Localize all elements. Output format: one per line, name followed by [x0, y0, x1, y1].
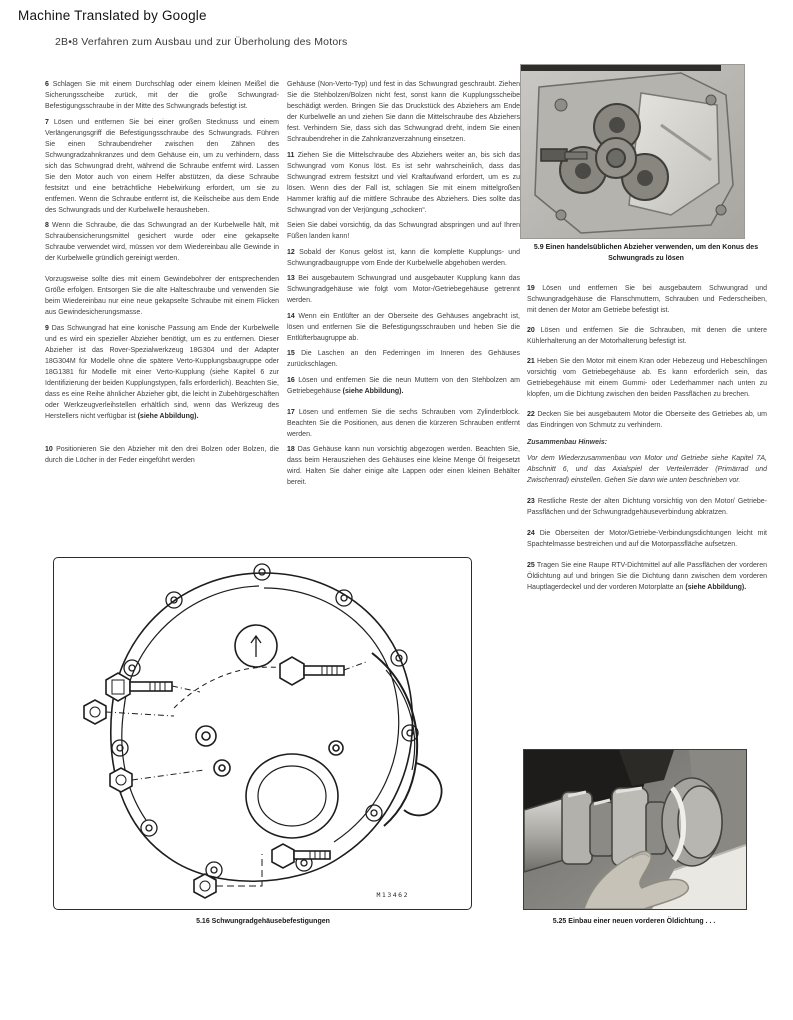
paragraph: Zusammenbau Hinweis:	[527, 439, 608, 446]
paragraph: 21 Heben Sie den Motor mit einem Kran oder Hebezeug und Hebeschlingen vorsichtig vom Getriebegehäuse ab. Es kann erforderlich sein, das Getriebegehäuse mit einem Gummi- oder Lederhammer nach unten zu klopfen, um die Dichtung zwischen den beiden Passflächen zu brechen.	[527, 358, 767, 398]
paragraph: 24 Die Oberseiten der Motor/Getriebe-Verbindungsdichtungen leicht mit Spachtelmasse bestreichen und auf die Motorpassfläche aufsetzen.	[527, 529, 767, 548]
paragraph: 13 Bei ausgebautem Schwungrad und ausgebauter Kupplung kann das Schwungradgehäuse wie folgt vom Motor-/Getriebegehäuse getrennt werden.	[287, 275, 521, 304]
paragraph: Vor dem Wiederzusammenbau von Motor und Getriebe siehe Kapitel 7A, Abschnitt 6, und das Axialspiel der Verteilerräder (Primärrad und Zwischenrad) einstellen. Gehen Sie dann wie unten beschrieben vor.	[527, 454, 767, 484]
paragraph: 15 Die Laschen an den Federringen im Inneren des Gehäuses zurückschlagen.	[287, 350, 521, 368]
paragraph: 23 Restliche Reste der alten Dichtung vorsichtig von den Motor/ Getriebe-Passflächen und der Schwungradgehäuseverbindung abkratzen.	[527, 497, 767, 516]
paragraph: 8 Wenn die Schraube, die das Schwungrad an der Kurbelwelle hält, mit Schraubensicherungsmittel gesichert wurde oder eine gekapselte Schraube verwendet wird, müssen vor dem Wiedereinbau alle Gewinde in der Kurbelwelle gründlich gereinigt werden.	[45, 222, 279, 262]
paragraph: 10 Positionieren Sie den Abzieher mit den drei Bolzen oder Bolzen, die durch die Löcher in der Feder eingeführt werden	[45, 445, 279, 464]
page-title: 2B•8 Verfahren zum Ausbau und zur Überholung des Motors	[55, 36, 348, 48]
paragraph: 25 Tragen Sie eine Raupe RTV-Dichtmittel auf alle Passflächen der vorderen Öldichtung auf und bringen Sie die Dichtung dann zwischen dem vorderen Hauptlagerdeckel und der vorderen Motorplatte an (siehe Abbildung).	[527, 561, 767, 591]
paragraph: Vorzugsweise sollte dies mit einem Gewindebohrer der entsprechenden Größe erfolgen. Entsorgen Sie die alte Halteschraube und verwenden Sie beim Wiedereinbau nur eine neue gekapselte Schraube mit einem Flicken aus Gewindesicherungsmasse.	[45, 276, 279, 316]
figure-flywheel-housing-drawing	[53, 557, 472, 910]
paragraph: 22 Decken Sie bei ausgebautem Motor die Oberseite des Getriebes ab, um das Eindringen von Schmutz zu verhindern.	[527, 411, 767, 429]
text-column-3	[527, 283, 767, 597]
paragraph: 14 Wenn ein Entlüfter an der Oberseite des Gehäuses angebracht ist, lösen und entfernen Sie die Befestigungsschrauben und heben Sie die Entlüfterbaugruppe ab.	[287, 312, 521, 342]
photo-oil-seal-install	[523, 749, 747, 910]
text-column-1	[45, 79, 279, 470]
paragraph: 20 Lösen und entfernen Sie die Schrauben, mit denen die untere Kühlerhalterung an der Motorhalterung befestigt ist.	[527, 327, 767, 345]
caption-5-9: 5.9 Einen handelsüblichen Abzieher verwenden, um den Konus des Schwungrads zu lösen	[533, 244, 759, 262]
caption-5-16: 5.16 Schwungradgehäusebefestigungen	[196, 918, 330, 925]
paragraph: Gehäuse (Non-Verto-Typ) und fest in das Schwungrad geschraubt. Ziehen Sie die Stehbolzen/Bolzen nicht fest, sonst kann die Kupplungsscheibe beschädigt werden. Bringen Sie das Druckstück des Abziehers am Ende der Kurbelwelle an und ziehen Sie dann die Mittelschraube des Abziehers fest. Verhindern Sie, dass sich das Schwungrad dreht, indem Sie einen Schraubendreher in die Zahnkranzverzahnung einsetzen.	[287, 81, 520, 143]
text-column-2	[287, 79, 520, 493]
caption-5-25: 5.25 Einbau einer neuen vorderen Öldichtung . . .	[552, 918, 716, 925]
paragraph: 6 Schlagen Sie mit einem Durchschlag oder einem kleinen Meißel die Sicherungsscheibe zurück, mit der die große Schwungrad-Befestigungsschraube in der Mitte des Schwungrads befestigt ist.	[45, 81, 279, 110]
paragraph: 18 Das Gehäuse kann nun vorsichtig abgezogen werden. Beachten Sie, dass beim Herausziehen des Gehäuses eine kleine Menge Öl freigesetzt wird. Halten Sie daher einige alte Lappen oder einen kleinen Behälter bereit.	[287, 446, 521, 486]
paragraph: 9 Das Schwungrad hat eine konische Passung am Ende der Kurbelwelle und es wird ein spezieller Abzieher benötigt, um es zu entfernen. Dieser Abzieher ist das Rover-Spezialwerkzeug 18G304 und der Adapter 18G304M für Modelle ohne die spätere Verto-Kupplungsbaugruppe oder 18G1381 für Modelle mit einer Verto-Kupplung (siehe Kapitel 6 zur Identifizierung der beiden Kupplungstypen, falls erforderlich). Beachten Sie, dass es eine Reihe ähnlicher Abzieher gibt, die leicht in Zubehörgeschäften oder Werkzeugverleihstellen erhältlich sind, wenn das Werkzeug des Herstellers nicht verfügbar ist (siehe Abbildung).	[45, 324, 279, 420]
photo-flywheel-puller	[520, 64, 745, 239]
paragraph: 17 Lösen und entfernen Sie die sechs Schrauben vom Zylinderblock. Beachten Sie die Positionen, aus denen die kürzeren Schrauben entfernt werden.	[287, 408, 520, 438]
paragraph: 16 Lösen und entfernen Sie die neun Muttern von den Stehbolzen am Getriebegehäuse (siehe Abbildung).	[287, 376, 520, 395]
paragraph: 7 Lösen und entfernen Sie bei einer großen Stecknuss und einem Verlängerungsgriff die Befestigungsschraube des Schwungrads. Führen Sie einen Schraubendreher zwischen den Zähnen des Schwungradzahnkranzes und dem Gehäuse ein, um zu verhindern, dass sich das Schwungrad dreht, während die Schraube entfernt wird. Lassen Sie den Motor auch von einem Helfer abstützen, da diese Schraube festsitzt und eine beträchtliche Hebelwirkung erfordert, um sie zu entfernen. Wenn die Schraube entfernt ist, die Keilscheibe aus dem Ende des Schwungrads und der Kurbelwelle herausheben.	[45, 118, 280, 214]
flywheel-housing-line-art	[54, 558, 471, 908]
oil-seal-photo-art	[524, 750, 746, 909]
paragraph: 11 Ziehen Sie die Mittelschraube des Abziehers weiter an, bis sich das Schwungrad vom Konus löst. Es ist sehr wahrscheinlich, dass das Schwungrad extrem festsitzt und viel Kraftaufwand erfordert, um es zu lösen. Wenn dies der Fall ist, schlagen Sie mit einem mittelgroßen Hammer kräftig auf die mittlere Schraube des Abziehers. Dies sollte das Schwungrad von der Verjüngung „schocken“.	[287, 151, 520, 214]
paragraph: 19 Lösen und entfernen Sie bei ausgebautem Schwungrad und Schwungradgehäuse die Flanschmuttern, Schrauben und Federscheiben, mit denen der Motor am Getriebe befestigt ist.	[527, 285, 767, 314]
machine-translated-note: Machine Translated by Google	[18, 8, 207, 23]
flywheel-puller-photo-art	[521, 65, 744, 238]
paragraph: Seien Sie dabei vorsichtig, da das Schwungrad abspringen und auf Ihren Füßen landen kann!	[287, 222, 520, 240]
paragraph: 12 Sobald der Konus gelöst ist, kann die komplette Kupplungs- und Schwungradbaugruppe vom Ende der Kurbelwelle abgehoben werden.	[287, 248, 520, 267]
drawing-number: M13462	[376, 891, 409, 899]
